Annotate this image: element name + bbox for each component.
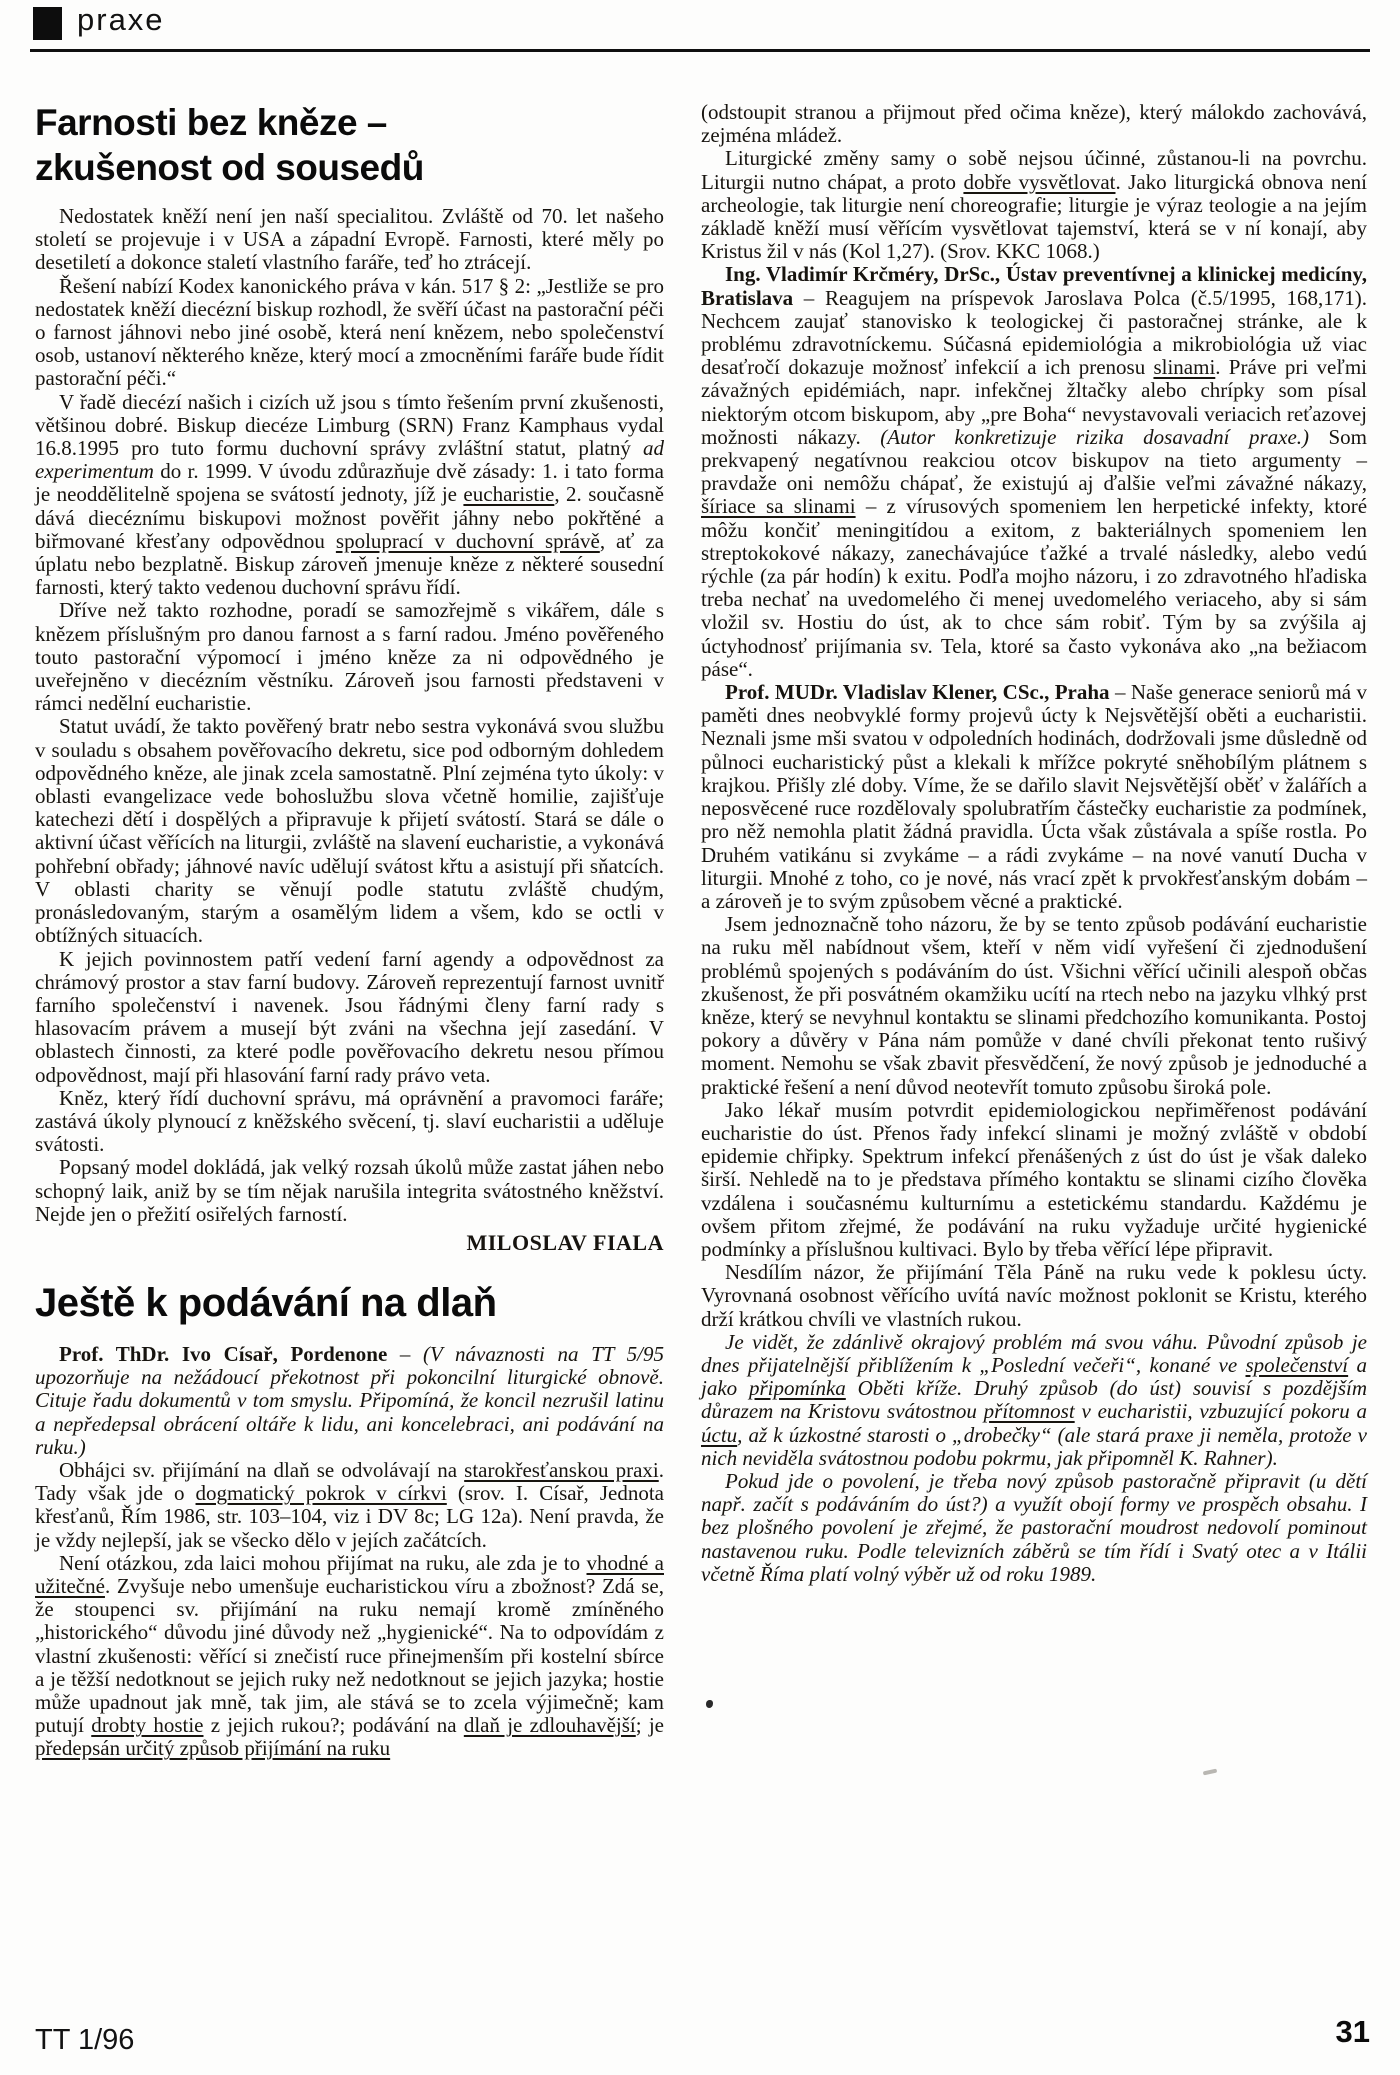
paragraph — [701, 1261, 1367, 1331]
text-run: Oběti kříže. Druhý způsob (do úst) souvisí s pozdějším důrazem na Kristovu svátostnou — [701, 1376, 1367, 1424]
text-run: . Práve pri veľmi závažných epidémiách, napr. infekčnej žltačky alebo chrípky som písal niektorým otcom biskupom, aby „pre Boha“ nevystavovali veriacich reťazovej možnosti nákazy. — [701, 355, 1367, 449]
article1-title — [35, 100, 664, 190]
section-marker-square — [33, 7, 62, 40]
text-run: ad experimentum — [35, 436, 664, 484]
paragraph — [35, 1552, 664, 1761]
paragraph — [701, 1331, 1367, 1470]
text-run: dlaň je zdlouhavější — [463, 1713, 636, 1738]
text-run: ; je — [635, 1713, 664, 1738]
text-run: Řešení nabízí Kodex kanonického práva v kán. 517 § 2: „Jestliže se pro nedostatek kněží diecézní biskup rozhodl, že svěří účast na pastorační péči o farnost jáhnovi nebo jiné osobě, která není knězem, nebo společenství osob, ustanoví některého kněze, který mocí a zmocněními faráře bude řídit pastorační péči.“ — [35, 273, 664, 391]
text-run: – Naše generace seniorů má v paměti dnes neobvyklé formy projevů úcty k Nejsvětější oběti a eucharistii. Neznali jsme mši svatou v odpoledních hodinách, dodržovali jsme důsledně od půlnoci eucharistický půst a klekali k mřížce pokryté sněhobílým plátnem s krajkou. Přišly zlé doby. Víme, že se dařilo slavit Nejsvětější oběť v žalářích a neposvěcené ruce rozdělovaly spolubratřím částečky eucharistie za podmínek, pro něž nemohla platit žádná pravidla. Úcta však zůstávala a spíše rostla. Po Druhém vatikánu si zvykáme – a rádi zvykáme – na nové vanutí Ducha v liturgii. Mnohé z toho, co je nové, nás vrací zpět k prvokřesťanským dobám – a zároveň je to svým způsobem věcné a praktické. — [701, 680, 1367, 913]
paragraph — [35, 1156, 664, 1226]
text-run: společenství — [1245, 1352, 1349, 1377]
section-label: praxe — [77, 2, 165, 37]
paragraph — [701, 101, 1367, 147]
text-run: starokřesťanskou praxi — [464, 1457, 659, 1482]
text-run: dogmatický pokrok v církvi — [195, 1481, 447, 1506]
text-run: Som prekvapený negatívnou reakciou otcov biskupov na tieto argumenty – pravdaže oni nemôžu chápať, že existujú aj ďalšie veľmi závažné nákazy, — [701, 424, 1367, 496]
text-run: Statut uvádí, že takto pověřený bratr nebo sestra vykonává svou službu v souladu s obsahem pověřovacího dekretu, sice pod odborným dohledem odpovědného kněze, ale jinak zcela samostatně. Plní zejména tyto úkoly: v oblasti evangelizace vede bohoslužbu slova včetně homilie, zajišťuje katechezi dětí i dospělých a připravuje k přijetí svátostí. Stará se dále o aktivní účast věřících na liturgii, zvláště na slavení eucharistie, a vykonává pohřební obřady; jáhnové navíc udělují svátost křtu a asistují při sňatcích. V oblasti charity se věnují podle statutu zvláště chudým, pronásledovaným, starým a osamělým lidem a všem, kdo se octli v obtížných situacích. — [35, 714, 664, 948]
text-run: dobře vysvětlovat — [963, 169, 1116, 194]
text-run: Kněz, který řídí duchovní správu, má oprávnění a pravomoci faráře; zastává úkoly plynoucí z kněžského svěcení, tj. slaví eucharistii a uděluje svátosti. — [35, 1085, 664, 1157]
text-run: eucharistie — [463, 482, 555, 507]
paragraph — [701, 263, 1367, 681]
text-run: Je vidět, že zdánlivě okrajový problém má svou váhu. Původní způsob je dnes přijatelnější přiblížením k „Poslední večeři“, konané ve — [701, 1329, 1367, 1377]
header-rule — [30, 49, 1370, 52]
text-run: Pokud jde o povolení, je třeba nový způsob pastoračně připravit (u dětí např. začít s podáváním do úst?) a využít obojí formy ve prospěch obsahu. I bez plošného povolení je zřejmé, že pastorační moudrost nedovolí pominout nastavenou ruku. Podle televizních záběrů se tím řídí i Svatý otec a v Itálii včetně Říma platí volný výběr už od roku 1989. — [701, 1468, 1367, 1586]
paragraph — [35, 948, 664, 1087]
text-run: v eucharistii, vzbuzující pokoru a — [1074, 1399, 1367, 1424]
article2-title: Ještě k podávání na dlaň — [35, 1280, 497, 1325]
paragraph — [35, 715, 664, 947]
paragraph — [35, 599, 664, 715]
paragraph — [701, 1099, 1367, 1261]
text-run: šíriace sa slinami — [701, 494, 856, 519]
text-run: Liturgické změny samy o sobě nejsou účinné, zůstanou-li na povrchu. Liturgii nutno chápat, a proto — [701, 146, 1367, 194]
paragraph — [701, 913, 1367, 1099]
paragraph — [701, 681, 1367, 913]
text-run: úctu — [701, 1422, 738, 1447]
text-run: slinami — [1153, 355, 1216, 380]
text-run: Obhájci sv. přijímání na dlaň se odvolávají na — [59, 1457, 465, 1482]
text-run: (V návaznosti na TT 5/95 upozorňuje na nežádoucí překotnost při pokoncilní liturgické obnově. Cituje řadu dokumentů v tom smyslu. Připomíná, že koncil nezrušil latinu a nepředepsal obrácení oltáře k lidu, ani koncelebraci, ani podávání na ruku.) — [35, 1341, 665, 1459]
text-run: . Jako liturgická obnova není archeologie, tak liturgie není choreografie; liturgie je výraz teologie a na jejím základě kněží musí věřícím vysvětlovat tajemství, která se v ní konají, aby Kristus žil v nás (Kol 1,27). (Srov. KKC 1068.) — [701, 169, 1368, 264]
text-run: spoluprací v duchovní správě — [335, 528, 600, 553]
text-run: K jejich povinnostem patří vedení farní agendy a odpovědnost za chrámový prostor a stav farní budovy. Zároveň reprezentují farnost uvnitř farního společenství i navenek. Jsou řádnými členy farní rady s hlasovacím právem a musejí být zváni na všechna její zasedání. V oblastech činnosti, za které podle pověřovacího dekretu nesou přímou odpovědnost, mají při hlasování farní rady právo veta. — [35, 946, 664, 1087]
text-run: drobty hostie — [91, 1713, 204, 1738]
text-run: Nedostatek kněží není jen naší specialitou. Zvláště od 70. let našeho století se projevuje i v USA a západní Evropě. Farnosti, které měly po desetiletí a dokonce staletí vlastního faráře, teď ho ztrácejí. — [35, 204, 664, 275]
text-run: Jsem jednoznačně toho názoru, že by se tento způsob podávání eucharistie na ruku měl nabídnout všem, kteří v něm vidí vyřešení či zjednodušení problémů spojených s podáváním do úst. Všichni věřící učinili alespoň občas zkušenost, že při posvátném okamžiku ucítí na rtech nebo na jazyku vlhký prst kněze, který se nevyhnul kontaktu se slinami předchozího komunikanta. Postoj pokory a důvěry v Pána nám pomůže v dané chvíli překonat tento rušivý moment. Nemohu se však zbavit přesvědčení, že nový způsob je jednoduché a praktické řešení a není důvod neotevřít tomuto způsobu široká pole. — [701, 912, 1367, 1099]
footer-issue-label: TT 1/96 — [35, 2024, 135, 2056]
text-run: – Reagujem na príspevok Jaroslava Polca (č.5/1995, 168,171). Nechcem zaujať stanovisko k teologickej či pastoračnej stránke, ale k problému zdravotníckemu. Súčasná epidemiológia a mikrobiológia už viac desaťročí dokazuje možnosť infekcií a ich prenosu — [701, 285, 1367, 380]
text-run: Dříve než takto rozhodne, poradí se samozřejmě s vikářem, dále s knězem příslušným pro danou farnost a s farní radou. Jméno pověřeného touto pastorační výpomocí i jméno kněze za ni odpovědného je uveřejněno v diecézním věstníku. Zároveň jsou farnosti představeni v rámci nedělní eucharistie. — [35, 598, 664, 716]
text-run: předepsán určitý způsob přijímání na ruku — [35, 1736, 391, 1761]
text-run: Popsaný model dokládá, jak velký rozsah úkolů může zastat jáhen nebo schopný laik, aniž by se tím nějak narušila integrita svátostného kněžství. Nejde jen o přežití osiřelých farností. — [35, 1155, 664, 1226]
paragraph — [35, 1087, 664, 1157]
text-run: Není otázkou, zda laici mohou přijímat na ruku, ale zda je to — [59, 1550, 587, 1575]
text-run: a jako — [701, 1352, 1367, 1401]
text-run: připomínka — [748, 1376, 846, 1401]
text-run: – z vírusových spomeniem len herpetické infekty, ktoré môžu končiť meningitídou a exitom, z bakteriálnych spomeniem len streptokokové nákazy, zanechávajúce ťažké a trvalé následky, alebo vedú rýchle (za pár hodín) k exitu. Podľa mojho názoru, i zo zdravotného hľadiska treba nechať na uvedomelého či menej uvedomelého veriaceho, aby si sám vložil sv. Hostiu do úst, ak to chce sám robiť. Tým by sa zvýšila aj úctyhodnosť prijímania sv. Tela, ktoré sa často vykonáva ako „na bežiacom páse“. — [701, 494, 1368, 681]
text-run: přítomnost — [983, 1399, 1075, 1424]
paragraph — [35, 205, 664, 275]
right-column — [701, 101, 1367, 1586]
text-run: (Autor konkretizuje rizika dosavadní praxe.) — [880, 424, 1310, 449]
article1-title-line1: Farnosti bez kněze – — [35, 102, 387, 143]
text-run: vhodné a užitečné — [35, 1550, 664, 1598]
text-run: , až k úzkostné starosti o „drobečky“ (ale stará praxe ji neměla, protože v nich neviděla svátostnou podobu pokrmu, jak připomněl K. Rahner). — [701, 1422, 1367, 1470]
paragraph — [701, 1470, 1367, 1586]
text-run: Jako lékař musím potvrdit epidemiologickou nepřiměřenost podávání eucharistie do úst. Přenos řady infekcí slinami je možný zvláště v období epidemie chřipky. Spektrum infekcí přenášených z úst do úst je však daleko širší. Nehledě na to je představa přímého kontaktu se slinami cizího člověka vzdálena i současnému kulturnímu a estetickému standardu. Každému je ovšem přitom zřejmé, že podávání na ruku vyžaduje určité hygienické podmínky a příslušnou kultivaci. Bylo by třeba věřící lépe připravit. — [701, 1097, 1367, 1261]
print-smudge — [1203, 1769, 1218, 1776]
paragraph — [35, 391, 664, 600]
paragraph — [701, 147, 1367, 263]
text-run: Ing. Vladimír Krčméry, DrSc., Ústav preventívnej a klinickej medicíny, Bratislava — [701, 262, 1367, 310]
text-run: – — [387, 1341, 424, 1366]
text-run: Nesdílím názor, že přijímání Těla Páně na ruku vede k poklesu úcty. Vyrovnaná osobnost věřícího uvítá navíc možnost poklonit se Kristu, kterého drží krátkou chvíli ve vlastních rukou. — [701, 1260, 1367, 1331]
article1-body — [35, 205, 664, 1226]
left-column — [35, 100, 664, 1761]
footer-page-number: 31 — [1335, 2014, 1370, 2049]
text-run: Prof. MUDr. Vladislav Klener, CSc., Praha — [725, 680, 1110, 705]
text-run: , ať za úplatu nebo bezplatně. Biskup zároveň jmenuje kněze z některé sousední farnosti, který takto vedenou duchovní správu řídí. — [35, 528, 664, 600]
paragraph — [35, 1459, 664, 1552]
text-run: Prof. ThDr. Ivo Císař, Pordenone — [59, 1341, 388, 1366]
text-run: z jejich rukou?; podávání na — [203, 1713, 464, 1738]
text-run: do r. 1999. V úvodu zdůrazňuje dvě zásady: 1. i tato forma je neoddělitelně spojena se svátostí jednoty, jíž je — [35, 459, 664, 507]
article1-title-line2: zkušenost od sousedů — [35, 147, 424, 188]
text-run: V řadě diecézí našich i cizích už jsou s tímto řešením první zkušenosti, většinou dobré. Biskup diecéze Limburg (SRN) Franz Kamphaus vydal 16.8.1995 pro tuto formu duchovní správy zvláštní statut, platný — [35, 389, 664, 461]
text-run: , 2. současně dává diecéznímu biskupovi možnost pověřit jáhny nebo pokřtěné a biřmované křesťany odpovědnou — [35, 482, 665, 553]
paragraph — [35, 275, 664, 391]
text-run: (odstoupit stranou a přijmout před očima kněze), který málokdo zachovává, zejména mládež. — [701, 100, 1367, 148]
article2-body — [35, 1343, 664, 1761]
paragraph — [35, 1343, 664, 1459]
article1-byline: MILOSLAV FIALA — [466, 1229, 664, 1255]
text-run: (srov. I. Císař, Jednota křesťanů, Řím 1986, str. 103–104, viz i DV 8c; LG 12a). Není pravda, že je vždy nejlepší, jak se všecko dělo v jejích začátcích. — [35, 1481, 664, 1552]
text-run: . Tady však jde o — [35, 1457, 664, 1506]
text-run: . Zvyšuje nebo umenšuje eucharistickou víru a zbožnost? Zdá se, že stoupenci sv. přijímání na ruku nemají kromě zmíněného „historického“ důvodu jiné důvody než „hygienické“. Na to odpovídám z vlastní zkušenosti: věřící si znečistí ruce přinejmenším při kostelní sbírce a je těžší nedotknout se jejich ruky než nedotknout se jejich jazyka; hostie může upadnout jak mně, tak jim, ale stává se to zcela výjimečně; kam putují — [35, 1573, 664, 1738]
print-speck — [706, 1700, 713, 1708]
